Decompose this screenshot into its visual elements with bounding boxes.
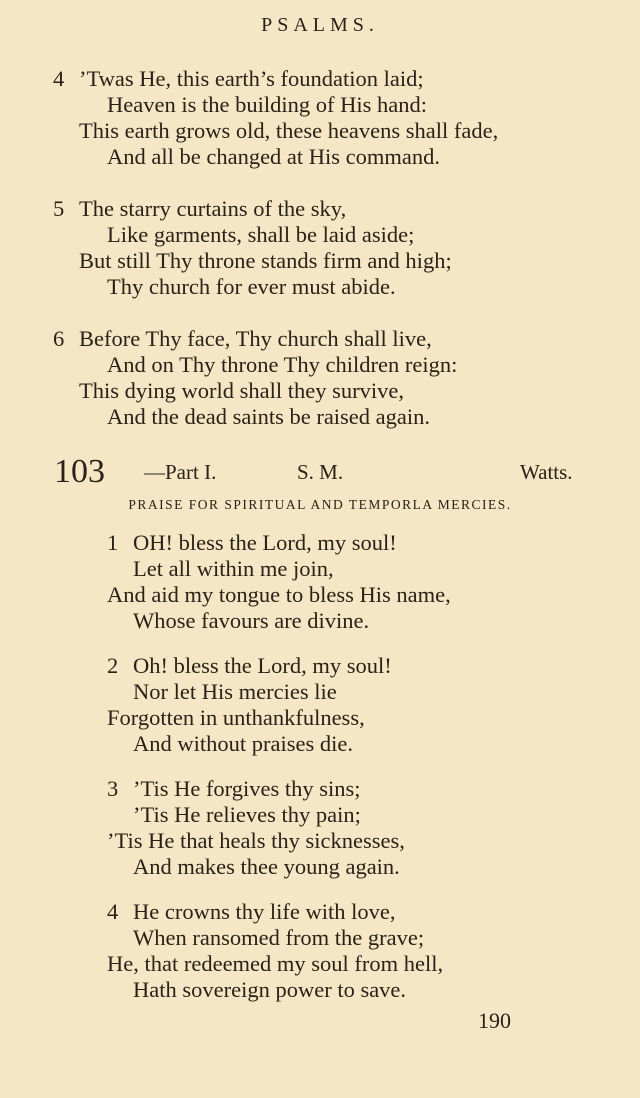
hymn-subtitle: PRAISE FOR SPIRITUAL AND TEMPORLA MERCIES. [128, 497, 512, 512]
stanza-number: 3 [107, 776, 119, 801]
stanza-number: 6 [53, 326, 65, 351]
verse-line: Nor let His mercies lie [133, 679, 337, 704]
verse-line: Forgotten in unthankfulness, [107, 705, 365, 730]
verse-line: Heaven is the building of His hand: [107, 92, 427, 117]
hymn-author: Watts. [520, 460, 573, 484]
verse-line: He, that redeemed my soul from hell, [107, 951, 444, 976]
verse-line: And on Thy throne Thy children reign: [107, 352, 458, 377]
verse-line: This earth grows old, these heavens shall fade, [79, 118, 499, 143]
verse-line: And all be changed at His command. [107, 144, 441, 169]
verse-line: He crowns thy life with love, [133, 899, 396, 924]
verse-line: And makes thee young again. [133, 854, 400, 879]
verse-line: Let all within me join, [133, 556, 334, 581]
verse-line: But still Thy throne stands firm and high; [79, 248, 452, 273]
verse-line: The starry curtains of the sky, [79, 196, 347, 221]
verse-line: And the dead saints be raised again. [107, 404, 431, 429]
verse-line: OH! bless the Lord, my soul! [133, 530, 397, 555]
stanza-number: 4 [53, 66, 65, 91]
verse-line: Whose favours are divine. [133, 608, 370, 633]
stanza-number: 5 [53, 196, 65, 221]
hymn-part: —Part I. [144, 460, 217, 484]
verse-line: ’Tis He that heals thy sicknesses, [107, 828, 405, 853]
verse-line: ’Tis He forgives thy sins; [133, 776, 361, 801]
verse-line: ’Twas He, this earth’s foundation laid; [79, 66, 424, 91]
page-number: 190 [478, 1008, 511, 1033]
verse-line: Hath sovereign power to save. [133, 977, 407, 1002]
verse-line: This dying world shall they survive, [79, 378, 404, 403]
verse-line: And without praises die. [133, 731, 353, 756]
hymn-meter: S. M. [297, 460, 344, 484]
hymn-number: 103 [54, 453, 105, 490]
verse-line: Before Thy face, Thy church shall live, [79, 326, 432, 351]
verse-line: Oh! bless the Lord, my soul! [133, 653, 392, 678]
verse-line: And aid my tongue to bless His name, [107, 582, 451, 607]
stanza-number: 1 [107, 530, 119, 555]
stanza-number: 4 [107, 899, 119, 924]
verse-line: Thy church for ever must abide. [107, 274, 396, 299]
verse-line: Like garments, shall be laid aside; [107, 222, 415, 247]
stanza-number: 2 [107, 653, 119, 678]
verse-line: When ransomed from the grave; [133, 925, 425, 950]
hymn-heading [0, 452, 640, 492]
running-head: PSALMS. [261, 14, 379, 36]
verse-line: ’Tis He relieves thy pain; [133, 802, 361, 827]
